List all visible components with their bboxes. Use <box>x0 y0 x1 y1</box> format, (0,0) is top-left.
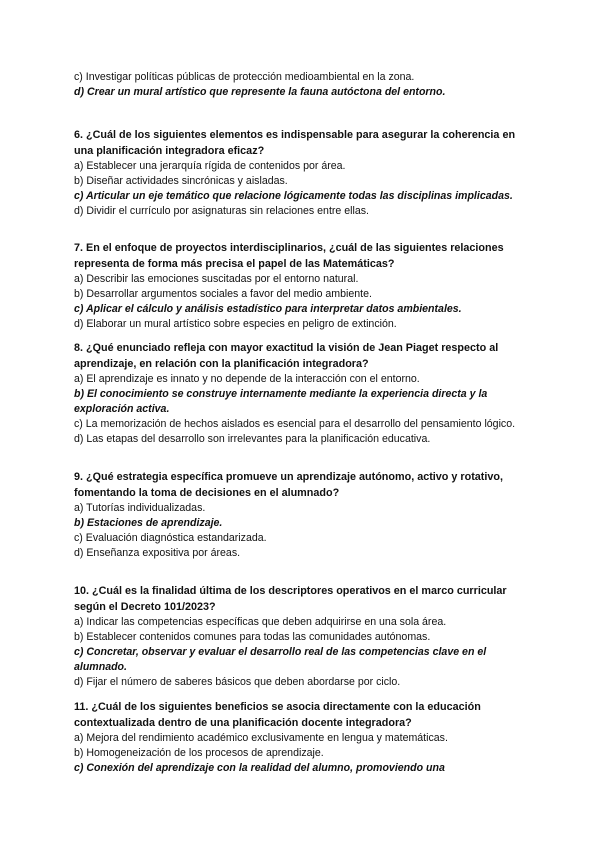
option-b: b) Establecer contenidos comunes para todas las comunidades autónomas. <box>74 631 431 643</box>
option-c-correct: c) Articular un eje temático que relacione lógicamente todas las disciplinas implicadas. <box>74 190 513 202</box>
question-6 <box>74 128 534 219</box>
option-c-correct: c) Aplicar el cálculo y análisis estadístico para interpretar datos ambientales. <box>74 303 462 315</box>
question-8-text: 8. ¿Qué enunciado refleja con mayor exactitud la visión de Jean Piaget respecto al aprendizaje, en relación con la planificación integradora? <box>74 342 499 370</box>
option-c: c) Investigar políticas públicas de protección medioambiental en la zona. <box>74 71 415 83</box>
question-11 <box>74 700 534 776</box>
option-a: a) Indicar las competencias específicas que deben adquirirse en una sola área. <box>74 616 447 628</box>
question-7 <box>74 241 534 332</box>
option-a: a) Describir las emociones suscitadas por el entorno natural. <box>74 273 359 285</box>
previous-question-tail <box>74 70 534 100</box>
option-b: b) Homogeneización de los procesos de aprendizaje. <box>74 747 324 759</box>
option-d: d) Fijar el número de saberes básicos que deben abordarse por ciclo. <box>74 676 401 688</box>
option-b: b) Diseñar actividades sincrónicas y aisladas. <box>74 175 288 187</box>
option-a: a) Tutorías individualizadas. <box>74 502 206 514</box>
option-b-correct: b) El conocimiento se construye internamente mediante la experiencia directa y la exploración activa. <box>74 388 488 415</box>
option-c-correct: c) Concretar, observar y evaluar el desarrollo real de las competencias clave en el alumnado. <box>74 646 487 673</box>
option-c-correct: c) Conexión del aprendizaje con la realidad del alumno, promoviendo una <box>74 762 445 774</box>
option-d: d) Enseñanza expositiva por áreas. <box>74 547 241 559</box>
option-b-correct: b) Estaciones de aprendizaje. <box>74 517 223 529</box>
option-b: b) Desarrollar argumentos sociales a favor del medio ambiente. <box>74 288 372 300</box>
option-a: a) Establecer una jerarquía rígida de contenidos por área. <box>74 160 346 172</box>
question-8 <box>74 341 534 447</box>
option-a: a) Mejora del rendimiento académico exclusivamente en lengua y matemáticas. <box>74 732 448 744</box>
question-11-text: 11. ¿Cuál de los siguientes beneficios se asocia directamente con la educación contextualizada dentro de una planificación docente integradora? <box>74 701 481 729</box>
option-d: d) Las etapas del desarrollo son irrelevantes para la planificación educativa. <box>74 433 431 445</box>
question-10-text: 10. ¿Cuál es la finalidad última de los descriptores operativos en el marco curricular según el Decreto 101/2023? <box>74 585 507 613</box>
option-d-correct: d) Crear un mural artístico que represente la fauna autóctona del entorno. <box>74 86 446 98</box>
option-a: a) El aprendizaje es innato y no depende de la interacción con el entorno. <box>74 373 420 385</box>
question-7-text: 7. En el enfoque de proyectos interdisciplinarios, ¿cuál de las siguientes relaciones representa de forma más precisa el papel de las Matemáticas? <box>74 242 504 270</box>
option-c: c) La memorización de hechos aislados es esencial para el desarrollo del pensamiento lógico. <box>74 418 516 430</box>
option-d: d) Elaborar un mural artístico sobre especies en peligro de extinción. <box>74 318 397 330</box>
option-c: c) Evaluación diagnóstica estandarizada. <box>74 532 267 544</box>
question-10 <box>74 584 534 690</box>
question-6-text: 6. ¿Cuál de los siguientes elementos es indispensable para asegurar la coherencia en una planificación integradora eficaz? <box>74 129 516 157</box>
question-9 <box>74 470 534 561</box>
option-d: d) Dividir el currículo por asignaturas sin relaciones entre ellas. <box>74 205 369 217</box>
question-9-text: 9. ¿Qué estrategia específica promueve un aprendizaje autónomo, activo y rotativo, fomentando la toma de decisiones en el alumnado? <box>74 471 503 499</box>
